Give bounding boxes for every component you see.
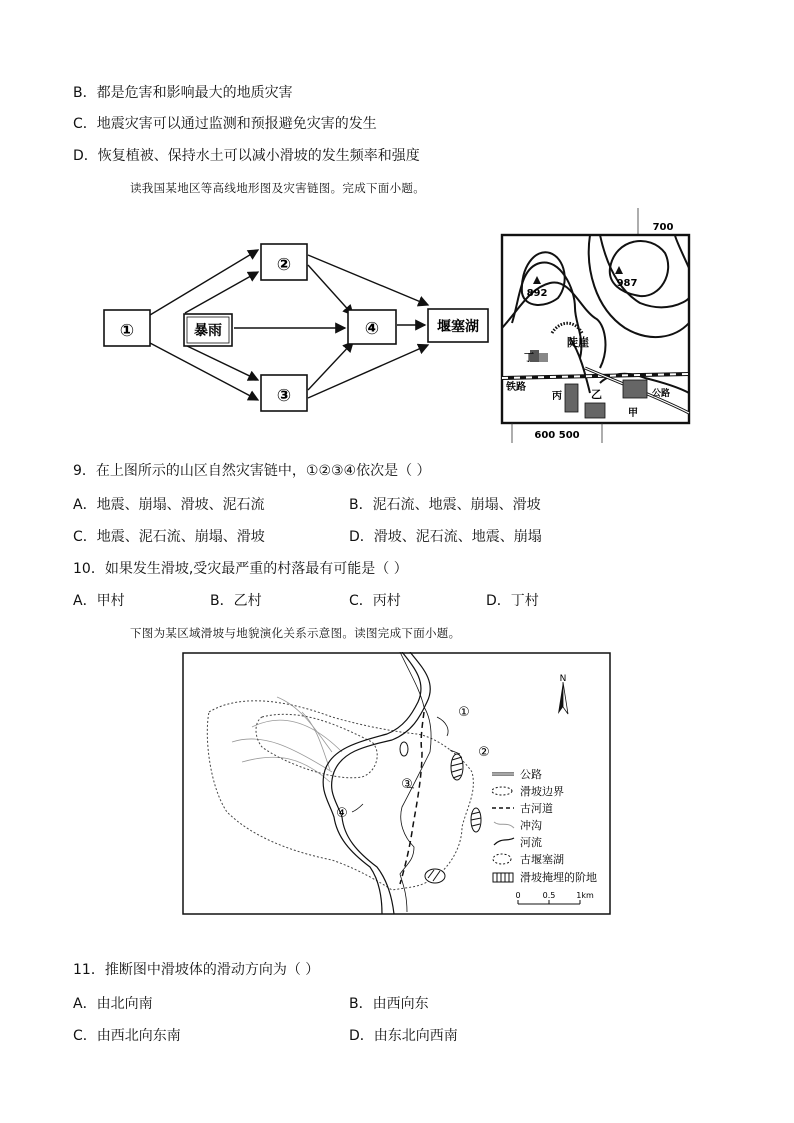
contour-label-600-500: 600 500 xyxy=(534,430,580,441)
question-11-option-a: A．由北向南 xyxy=(73,996,153,1012)
peak-892-label: 892 xyxy=(526,288,548,299)
question-11-option-d: D．由东北向西南 xyxy=(349,1028,458,1044)
scale-05: 0.5 xyxy=(542,891,556,900)
legend-road: 公路 xyxy=(520,768,542,781)
village-yi-label: 乙 xyxy=(591,388,602,401)
option-d-prev: D．恢复植被、保持水土可以减小滑坡的发生频率和强度 xyxy=(73,148,420,164)
question-11-option-b: B．由西向东 xyxy=(349,996,429,1012)
chain-box-2: ② xyxy=(276,255,292,275)
chain-box-lake: 堰塞湖 xyxy=(437,319,479,335)
question-9-option-c: C．地震、泥石流、崩塌、滑坡 xyxy=(73,529,265,545)
landslide-mark-3: ③ xyxy=(401,777,413,792)
legend-landslide-boundary: 滑坡边界 xyxy=(520,785,564,798)
question-10-option-d: D．丁村 xyxy=(486,593,539,609)
question-10-stem: 10．如果发生滑坡,受灾最严重的村落最有可能是（ ） xyxy=(73,561,408,577)
village-jia-label: 甲 xyxy=(628,408,638,419)
question-11-stem: 11．推断图中滑坡体的滑动方向为（ ） xyxy=(73,962,320,978)
legend-ancient-dammed-lake: 古堰塞湖 xyxy=(520,853,564,866)
chain-box-3: ③ xyxy=(276,386,292,406)
village-bing-label: 丙 xyxy=(552,391,562,402)
question-10-option-a: A．甲村 xyxy=(73,593,125,609)
intro-text-1: 读我国某地区等高线地形图及灾害链图。完成下面小题。 xyxy=(130,181,425,195)
highway-label: 公路 xyxy=(652,389,671,399)
chain-box-1: ① xyxy=(119,321,135,341)
scale-0: 0 xyxy=(515,891,521,900)
contour-map xyxy=(490,208,695,448)
village-ding-label: 丁 xyxy=(524,353,534,364)
landslide-mark-1: ① xyxy=(458,705,470,720)
question-11-option-c: C．由西北向东南 xyxy=(73,1028,181,1044)
scale-1km: 1km xyxy=(576,891,594,900)
legend-buried-terrace: 滑坡掩埋的阶地 xyxy=(520,871,597,884)
north-arrow-label: N xyxy=(559,674,567,684)
question-9-option-d: D．滑坡、泥石流、地震、崩塌 xyxy=(349,529,542,545)
option-b-prev: B．都是危害和影响最大的地质灾害 xyxy=(73,85,293,101)
landslide-mark-4: ④ xyxy=(336,806,348,821)
legend-gully: 冲沟 xyxy=(520,819,542,832)
option-c-prev: C．地震灾害可以通过监测和预报避免灾害的发生 xyxy=(73,116,377,132)
chain-box-rain: 暴雨 xyxy=(194,323,222,339)
legend-ancient-river: 古河道 xyxy=(520,802,553,815)
chain-box-4: ④ xyxy=(364,319,380,339)
railway-label: 铁路 xyxy=(506,382,526,393)
cliff-label: 陡崖 xyxy=(567,336,589,349)
peak-987-label: 987 xyxy=(616,278,638,289)
landslide-mark-2: ② xyxy=(478,745,490,760)
question-9-option-b: B．泥石流、地震、崩塌、滑坡 xyxy=(349,497,541,513)
contour-label-700: 700 xyxy=(652,222,674,233)
question-9-stem: 9．在上图所示的山区自然灾害链中，①②③④依次是（ ） xyxy=(73,463,431,479)
question-9-option-a: A．地震、崩塌、滑坡、泥石流 xyxy=(73,497,265,513)
disaster-chain-diagram xyxy=(95,230,495,430)
landslide-map xyxy=(182,652,612,916)
question-10-option-b: B．乙村 xyxy=(210,593,262,609)
question-10-option-c: C．丙村 xyxy=(349,593,401,609)
intro-text-2: 下图为某区域滑坡与地貌演化关系示意图。读图完成下面小题。 xyxy=(130,626,461,640)
legend-river: 河流 xyxy=(520,836,542,849)
